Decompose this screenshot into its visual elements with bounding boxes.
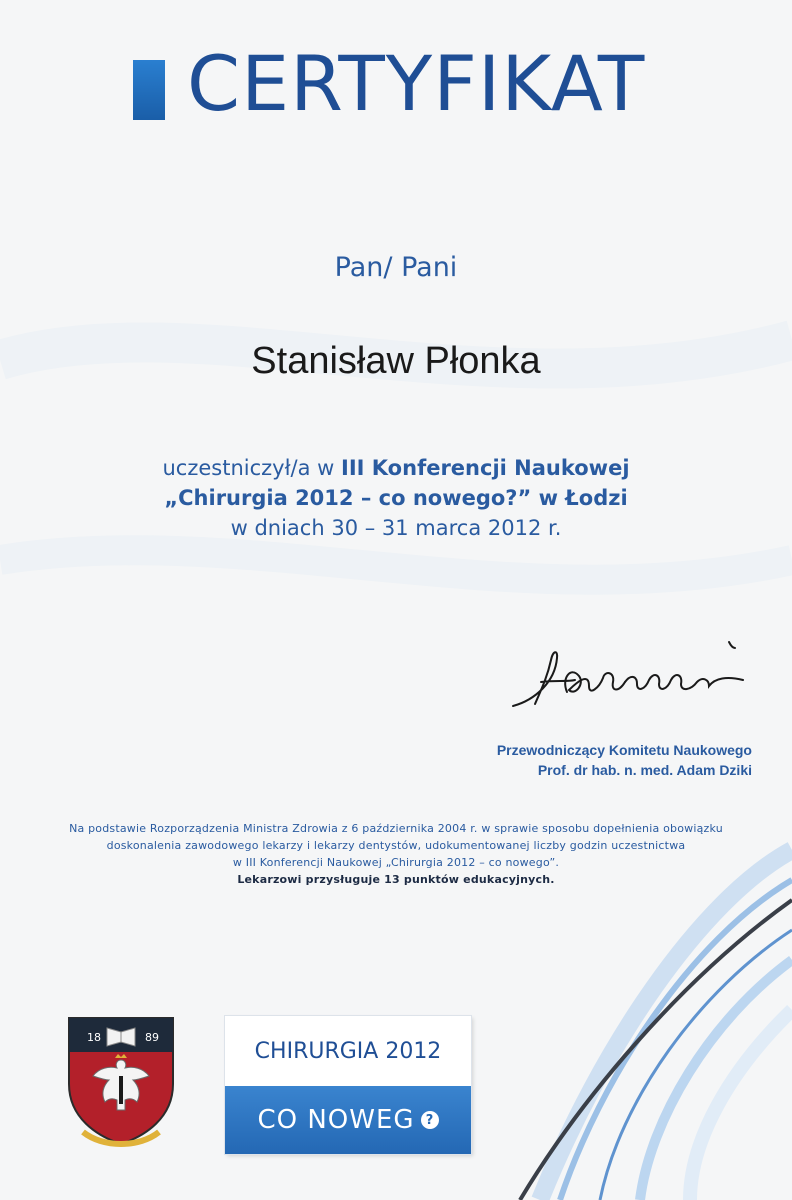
university-crest (63, 1014, 179, 1150)
logo-title: CHIRURGIA 2012 (254, 1038, 442, 1064)
legal-line-2: doskonalenia zawodowego lekarzy i lekarzy dentystów, udokumentowanej liczby godzin uczestnictwa (106, 839, 686, 852)
chair-name: Prof. dr hab. n. med. Adam Dziki (537, 762, 752, 778)
legal-notice (0, 820, 792, 888)
logo-subtitle: CO NOWEG (257, 1105, 415, 1135)
conference-logo (225, 1016, 471, 1154)
logo-subtitle-bar (225, 1086, 471, 1154)
participation-line-2 (0, 483, 792, 513)
signature (505, 630, 765, 720)
chair-block (497, 740, 752, 780)
legal-line-3: w III Konferencji Naukowej „Chirurgia 2012 – co nowego”. (232, 856, 560, 869)
conference-dates: w dniach 30 – 31 marca 2012 r. (230, 516, 562, 540)
conference-title: „Chirurgia 2012 – co nowego?” w Łodzi (164, 486, 628, 510)
title-accent-bar (133, 60, 165, 120)
participation-prefix: uczestniczył/a w (162, 456, 342, 480)
recipient-name: Stanisław Płonka (251, 340, 541, 382)
salutation: Pan/ Pani (334, 252, 458, 283)
legal-line-1: Na podstawie Rozporządzenia Ministra Zdrowia z 6 października 2004 r. w sprawie sposobu dopełnienia obowiązku (69, 822, 723, 835)
question-mark-icon: ? (421, 1111, 439, 1129)
participation-text (0, 453, 792, 543)
conference-name: III Konferencji Naukowej (341, 456, 630, 480)
crest-year-right: 89 (145, 1031, 159, 1044)
certificate-title: CERTYFIKAT (187, 39, 646, 128)
crest-year-left: 18 (87, 1031, 101, 1044)
education-points: Lekarzowi przysługuje 13 punktów edukacyjnych. (237, 873, 555, 886)
participation-line-1 (0, 453, 792, 483)
chair-role: Przewodniczący Komitetu Naukowego (496, 742, 752, 758)
